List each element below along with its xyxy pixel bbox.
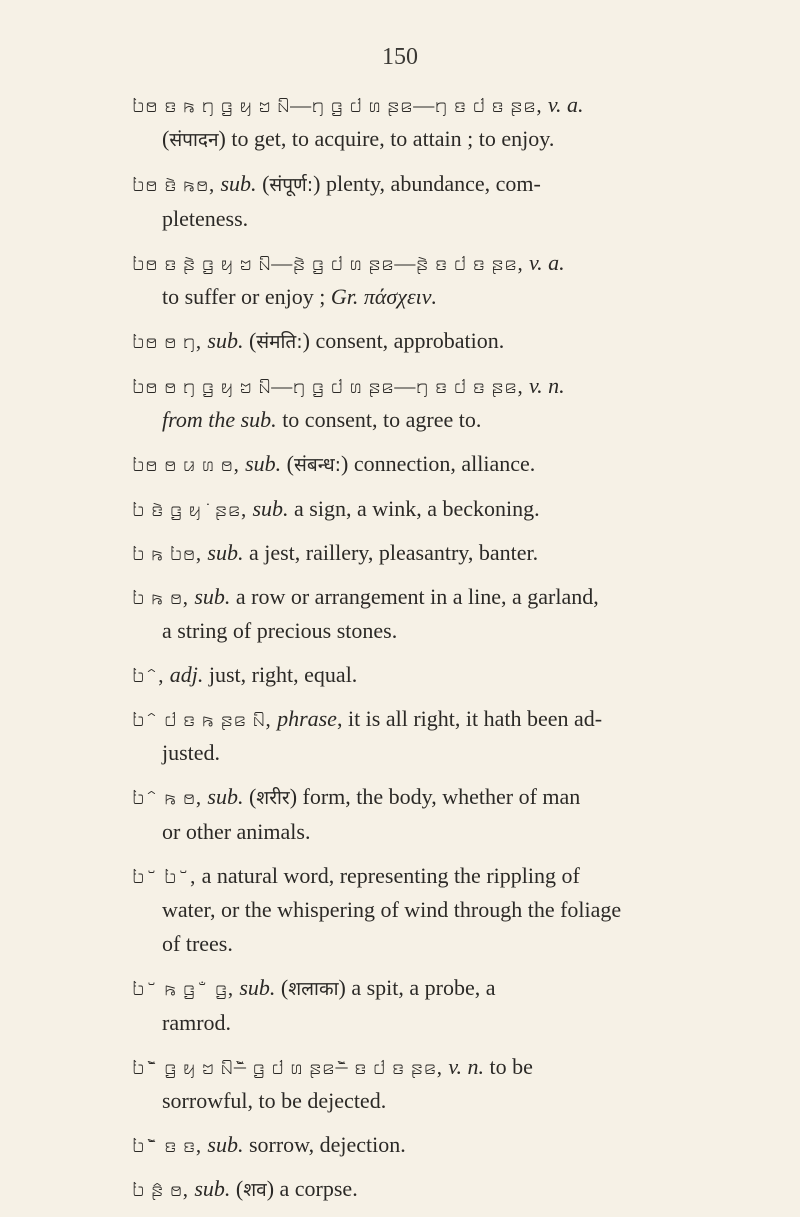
dictionary-entry bbox=[132, 167, 772, 236]
definition-text: ( bbox=[281, 451, 294, 476]
headword: ꤝ ꤔꤨ ꤥ, bbox=[132, 1177, 195, 1201]
entry-continuation-line bbox=[132, 815, 772, 849]
definition-text: to suffer or enjoy ; bbox=[162, 284, 331, 309]
entry-continuation-line bbox=[132, 736, 772, 770]
entry-first-line bbox=[132, 702, 772, 736]
definition-text: ) plenty, abundance, com- bbox=[313, 171, 541, 196]
dictionary-entry bbox=[132, 246, 772, 314]
definition-text: water, or the whispering of wind through the foliage bbox=[162, 897, 622, 922]
headword: ꤝꤥ ꤢ ꤒ ꤚ ꤞ ꤟ ꤠ ꤡ—ꤚ ꤞ ꤓ ꤛ ꤔꤕ—ꤚ ꤢ ꤓ ꤢ ꤔꤕ, bbox=[132, 93, 548, 117]
page-number: 150 bbox=[382, 44, 418, 70]
definition-text: ) consent, approbation. bbox=[302, 328, 505, 353]
entry-continuation-line bbox=[132, 403, 772, 437]
part-of-speech: v. n. bbox=[448, 1054, 484, 1079]
dictionary-entry bbox=[132, 492, 772, 526]
entry-continuation-line bbox=[132, 927, 772, 961]
entry-continuation-line bbox=[132, 280, 772, 314]
part-of-speech: adj. bbox=[169, 662, 204, 687]
devanagari-gloss: संपूर्ण: bbox=[269, 174, 314, 196]
definition-text: just, right, equal. bbox=[203, 662, 358, 687]
definition-text: a natural word, representing the rippling of bbox=[201, 863, 580, 888]
greek-cognate: πάσχειν. bbox=[358, 284, 438, 309]
part-of-speech: v. n. bbox=[529, 373, 565, 398]
part-of-speech: v. a. bbox=[547, 92, 584, 117]
definition-text: ( bbox=[275, 975, 289, 1000]
headword: ꤝꤥ ꤥ ꤚ, bbox=[132, 329, 208, 353]
dictionary-entry bbox=[132, 1172, 772, 1207]
headword: ꤝ ꤨ, bbox=[132, 663, 170, 687]
entry-first-line bbox=[132, 492, 772, 526]
definition-text: sorrowful, to be dejected. bbox=[162, 1088, 387, 1113]
definition-text: or other animals. bbox=[162, 819, 311, 844]
part-of-speech: sub. bbox=[220, 171, 257, 196]
dictionary-entry bbox=[132, 580, 772, 648]
headword: ꤝ ꤩꤧ ꤞ ꤟ ꤠ ꤡ—ꤩꤧ ꤞ ꤓ ꤛ ꤔꤕ—ꤩꤧ ꤢ ꤓ ꤢ ꤔꤕ, bbox=[132, 1055, 449, 1079]
part-of-speech: v. a. bbox=[529, 250, 565, 275]
definition-text: ( bbox=[243, 328, 257, 353]
headword: ꤝ ꤩ ꤒ ꤞ ꤪ ꤞ, bbox=[132, 976, 240, 1000]
entry-first-line bbox=[132, 859, 772, 893]
definition-text: ramrod. bbox=[162, 1010, 232, 1035]
part-of-speech: sub. bbox=[194, 1176, 231, 1201]
entry-first-line bbox=[132, 369, 772, 403]
part-of-speech: from the sub. bbox=[162, 407, 277, 432]
definition-text: to be bbox=[483, 1054, 533, 1079]
part-of-speech: Gr. bbox=[330, 284, 359, 309]
headword: ꤝ ꤒ ꤥ, bbox=[132, 585, 195, 609]
part-of-speech: sub. bbox=[194, 584, 231, 609]
entry-continuation-line bbox=[132, 1084, 772, 1118]
definition-text: ( bbox=[243, 784, 257, 809]
dictionary-entry bbox=[132, 88, 772, 157]
dictionary-entry bbox=[132, 780, 772, 849]
definition-text: to consent, to agree to. bbox=[276, 407, 482, 432]
headword: ꤝ ꤢꤧ ꤞ ꤟ ꤦꤔꤕ, bbox=[132, 497, 253, 521]
definition-text: a row or arrangement in a line, a garland, bbox=[230, 584, 599, 609]
entry-list bbox=[132, 88, 772, 1217]
part-of-speech: phrase bbox=[277, 706, 337, 731]
entry-continuation-line bbox=[132, 893, 772, 927]
entry-continuation-line bbox=[132, 202, 772, 236]
part-of-speech: sub. bbox=[207, 328, 244, 353]
headword: ꤝ ꤩ ꤝ ꤩ, bbox=[132, 864, 202, 888]
definition-text: a string of precious stones. bbox=[162, 618, 398, 643]
devanagari-gloss: शव bbox=[243, 1179, 267, 1201]
entry-first-line bbox=[132, 580, 772, 614]
entry-first-line bbox=[132, 88, 772, 122]
entry-first-line bbox=[132, 536, 772, 570]
dictionary-entry bbox=[132, 1128, 772, 1162]
headword: ꤝꤥ ꤥ ꤚ ꤞ ꤟ ꤠ ꤡ—ꤚ ꤞ ꤓ ꤛ ꤔꤕ—ꤚ ꤢ ꤓ ꤢ ꤔꤕ, bbox=[132, 374, 529, 398]
entry-first-line bbox=[132, 447, 772, 482]
headword: ꤝ ꤨ ꤒ ꤥ, bbox=[132, 785, 208, 809]
headword: ꤝꤥ ꤢꤧ ꤒꤥ, bbox=[132, 172, 221, 196]
definition-text: a sign, a wink, a beckoning. bbox=[288, 496, 540, 521]
headword: ꤝ ꤨ ꤓ ꤢ ꤒ ꤔꤕ ꤡ, bbox=[132, 707, 278, 731]
entry-first-line bbox=[132, 658, 772, 692]
definition-text: , it is all right, it hath been ad- bbox=[336, 706, 603, 731]
headword: ꤝꤥ ꤢ ꤔꤧ ꤞ ꤟ ꤠ ꤡ—ꤔꤧ ꤞ ꤓ ꤛ ꤔꤕ—ꤔꤧ ꤢ ꤓ ꤢ ꤔꤕ, bbox=[132, 251, 529, 275]
dictionary-entry bbox=[132, 447, 772, 482]
part-of-speech: sub. bbox=[207, 1132, 244, 1157]
headword: ꤝ ꤩꤧ ꤢ ꤢ, bbox=[132, 1133, 208, 1157]
definition-text: ) form, the body, whether of man bbox=[289, 784, 581, 809]
entry-first-line bbox=[132, 1050, 772, 1084]
dictionary-entry bbox=[132, 369, 772, 437]
definition-text: of trees. bbox=[162, 931, 233, 956]
part-of-speech: sub. bbox=[245, 451, 282, 476]
definition-text: ) to get, to acquire, to attain ; to enjoy. bbox=[218, 126, 555, 151]
entry-first-line bbox=[132, 1128, 772, 1162]
definition-text: ) connection, alliance. bbox=[341, 451, 536, 476]
devanagari-gloss: संबन्ध: bbox=[294, 454, 342, 476]
part-of-speech: sub. bbox=[239, 975, 276, 1000]
entry-continuation-line bbox=[132, 614, 772, 648]
dictionary-entry bbox=[132, 536, 772, 570]
dictionary-entry bbox=[132, 971, 772, 1040]
part-of-speech: sub. bbox=[207, 784, 244, 809]
entry-continuation-line bbox=[132, 122, 772, 157]
headword: ꤝ ꤒ ꤝꤥ, bbox=[132, 541, 208, 565]
definition-text: pleteness. bbox=[162, 206, 249, 231]
entry-first-line bbox=[132, 167, 772, 202]
definition-text: ) a corpse. bbox=[266, 1176, 358, 1201]
dictionary-entry bbox=[132, 1050, 772, 1118]
definition-text: ( bbox=[256, 171, 270, 196]
devanagari-gloss: शरीर bbox=[256, 787, 290, 809]
devanagari-gloss: शलाका bbox=[288, 978, 339, 1000]
entry-first-line bbox=[132, 971, 772, 1006]
part-of-speech: sub. bbox=[207, 540, 244, 565]
part-of-speech: sub. bbox=[252, 496, 289, 521]
entry-first-line bbox=[132, 246, 772, 280]
entry-continuation-line bbox=[132, 1006, 772, 1040]
entry-first-line bbox=[132, 324, 772, 359]
definition-text: justed. bbox=[162, 740, 221, 765]
definition-text: ( bbox=[230, 1176, 244, 1201]
definition-text: ( bbox=[162, 126, 170, 151]
entry-first-line bbox=[132, 780, 772, 815]
dictionary-entry bbox=[132, 859, 772, 961]
headword: ꤝꤥ ꤥ ꤣ ꤛ ꤥ, bbox=[132, 452, 246, 476]
dictionary-entry bbox=[132, 702, 772, 770]
definition-text: sorrow, dejection. bbox=[243, 1132, 406, 1157]
entry-first-line bbox=[132, 1172, 772, 1207]
devanagari-gloss: संमति: bbox=[256, 331, 303, 353]
definition-text: ) a spit, a probe, a bbox=[338, 975, 496, 1000]
devanagari-gloss: संपादन bbox=[169, 129, 219, 151]
dictionary-entry bbox=[132, 324, 772, 359]
dictionary-entry bbox=[132, 658, 772, 692]
definition-text: a jest, raillery, pleasantry, banter. bbox=[243, 540, 539, 565]
